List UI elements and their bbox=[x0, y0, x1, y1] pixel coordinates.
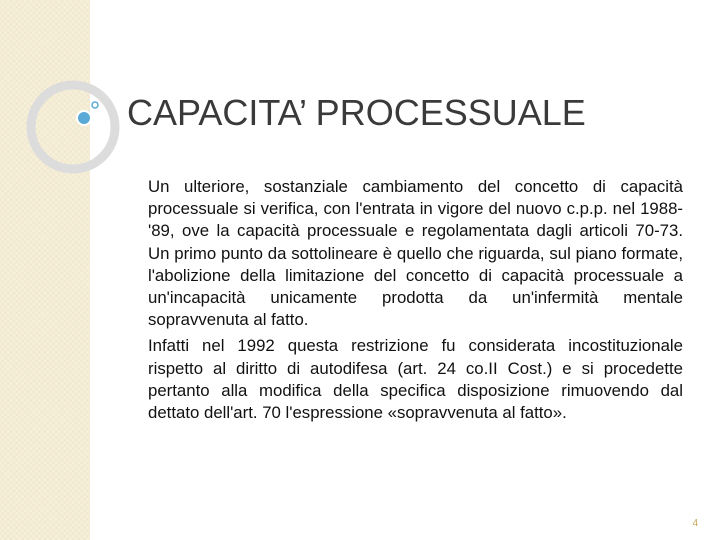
decorative-dot-small bbox=[92, 102, 98, 108]
decorative-circles bbox=[0, 0, 130, 200]
slide-title: CAPACITA’ PROCESSUALE bbox=[127, 92, 586, 133]
decorative-ring bbox=[31, 85, 115, 169]
decorative-dot-large bbox=[77, 111, 91, 125]
page-number: 4 bbox=[692, 518, 698, 529]
body-paragraph: Un ulteriore, sostanziale cambiamento del concetto di capacità processuale si verifica, con l'entrata in vigore del nuovo c.p.p. nel 1988-'89, ove la capacità processuale e regolamentata dagli articoli 70-73. Un primo punto da sottolineare è quello che riguarda, sul piano formate, l'abolizione della limitazione del concetto di capacità processuale a un'incapacità unicamente prodotta da un'infermità mentale sopravvenuta al fatto. bbox=[148, 177, 683, 330]
body-paragraph: Infatti nel 1992 questa restrizione fu considerata incostituzionale rispetto al diritto di autodifesa (art. 24 co.II Cost.) e si procedette pertanto alla modifica della specifica disposizione rimuovendo dal dettato dell'art. 70 l'espressione «sopravvenuta al fatto». bbox=[148, 336, 683, 423]
slide-body bbox=[148, 176, 683, 428]
